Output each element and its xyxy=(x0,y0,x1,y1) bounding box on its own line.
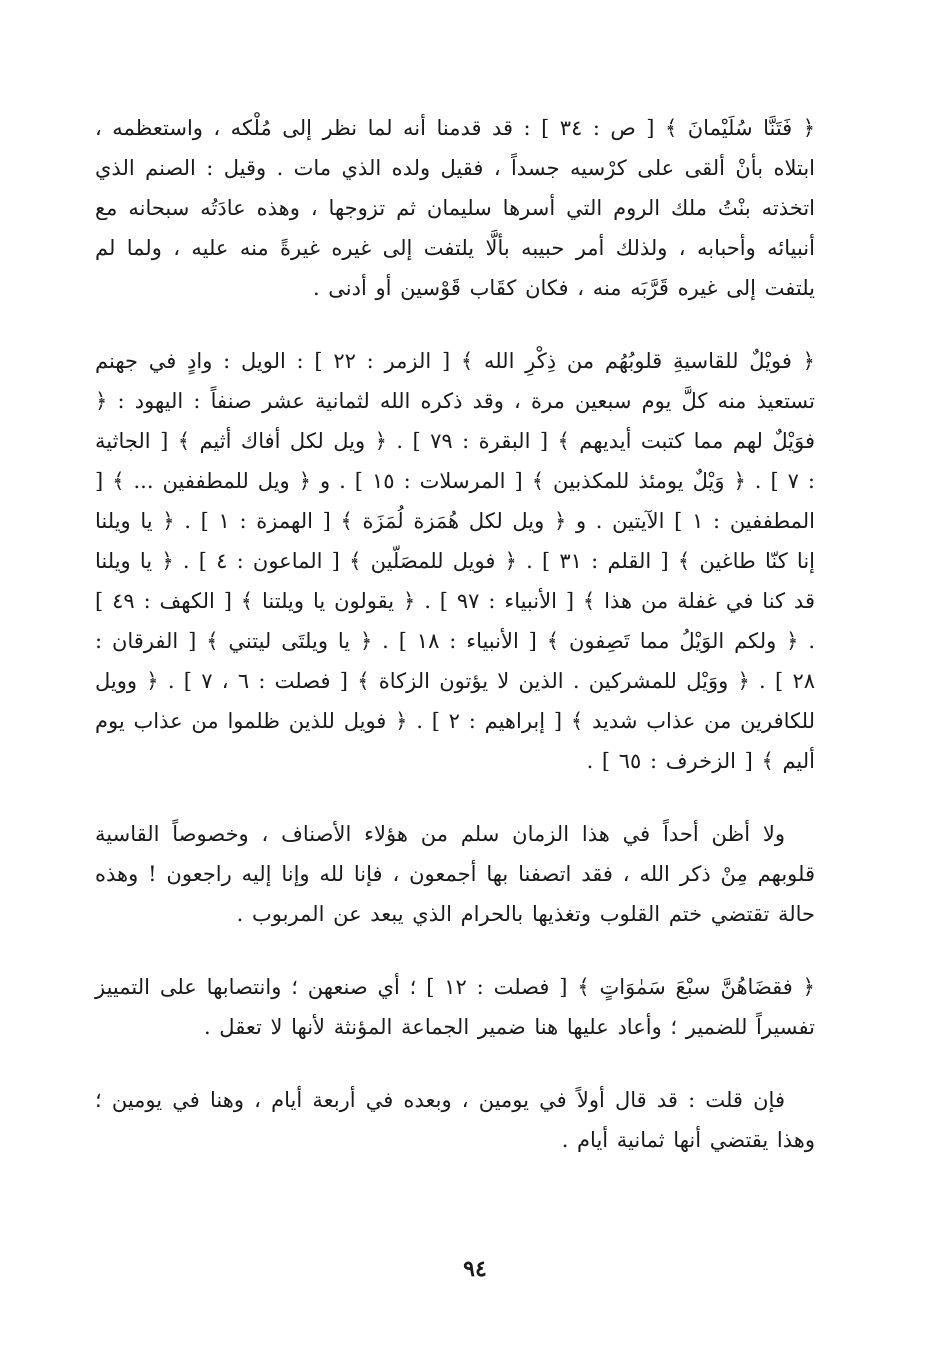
paragraph-question: فإن قلت : قد قال أولاً في يومين ، وبعده في أربعة أيام ، وهنا في يومين ؛ وهذا يقتضي أنها ثمانية أيام . xyxy=(95,1088,815,1152)
paragraph-seven-heavens: ﴿ فقضَاهُنَّ سبْعَ سَمٰوَاتٍ ﴾ [ فصلت : ١٢ ] ؛ أي صنعهن ؛ وانتصابها على التمييز تفسيراً للضمير ؛ وأعاد عليها هنا ضمير الجماعة المؤنثة لأنها لا تعقل . xyxy=(95,975,815,1039)
paragraph-suleiman: ﴿ فَتَنَّا سُلَيْمانَ ﴾ [ ص : ٣٤ ] : قد قدمنا أنه لما نظر إلى مُلْكه ، واستعظمه ، ابتلاه بأنْ ألقى على كرْسيه جسداً ، فقيل ولده الذي مات . وقيل : الصنم الذي اتخذته بنْتُ ملك الروم التي أسرها سليمان ثم تزوجها ، وهذه عادَتُه سبحانه مع أنبيائه وأحبابه ، ولذلك أمر حبيبه بألَّا يلتفت إلى غيره غيرةً منه عليه ، ولما لم يلتفت إلى غيره قَرَّبَه منه ، فكان كقَاب قَوْسين أو أدنى . xyxy=(95,116,816,300)
page-number: ٩٤ xyxy=(463,1256,487,1282)
page-body xyxy=(95,108,815,1193)
paragraph-commentary: ولا أظن أحداً في هذا الزمان سلم من هؤلاء الأصناف ، وخصوصاً القاسية قلوبهم مِنْ ذكر الله ، فقد اتصفنا بها أجمعون ، فإنا لله وإنا إليه راجعون ! وهذه حالة تقتضي ختم القلوب وتغذيها بالحرام الذي يبعد عن المربوب . xyxy=(95,822,815,926)
paragraph-wayl: ﴿ فويْلٌ للقاسيةِ قلوبُهُم من ذِكْرِ الله ﴾ [ الزمر : ٢٢ ] : الويل : وادٍ في جهنم تستعيذ منه كلَّ يوم سبعين مرة ، وقد ذكره الله لثمانية عشر صنفاً : اليهود : ﴿ فوَيْلٌ لهم مما كتبت أيديهم ﴾ [ البقرة : ٧٩ ] . ﴿ ويل لكل أفاك أثيم ﴾ [ الجاثية : ٧ ] . ﴿ وَيْلٌ يومئذ للمكذبين ﴾ [ المرسلات : ١٥ ] . و ﴿ ويل للمطففين ... ﴾ [ المطففين : ١ ] الآيتين . و ﴿ ويل لكل هُمَزة لُمَزَة ﴾ [ الهمزة : ١ ] . ﴿ يا ويلنا إنا كنّا طاغين ﴾ [ القلم : ٣١ ] . ﴿ فويل للمصَلّين ﴾ [ الماعون : ٤ ] . ﴿ يا ويلنا قد كنا في غفلة من هذا ﴾ [ الأنبياء : ٩٧ ] . ﴿ يقولون يا ويلتنا ﴾ [ الكهف : ٤٩ ] . ﴿ ولكم الوَيْلُ مما تَصِفون ﴾ [ الأنبياء : ١٨ ] . ﴿ يا ويلتَى ليتني ﴾ [ الفرقان : ٢٨ ] . ﴿ ووَيْل للمشركين . الذين لا يؤتون الزكاة ﴾ [ فصلت : ٦ ، ٧ ] . ﴿ وويل للكافرين من عذاب شديد ﴾ [ إبراهيم : ٢ ] . ﴿ فويل للذين ظلموا من عذاب يوم أليم ﴾ [ الزخرف : ٦٥ ] . xyxy=(95,349,816,773)
